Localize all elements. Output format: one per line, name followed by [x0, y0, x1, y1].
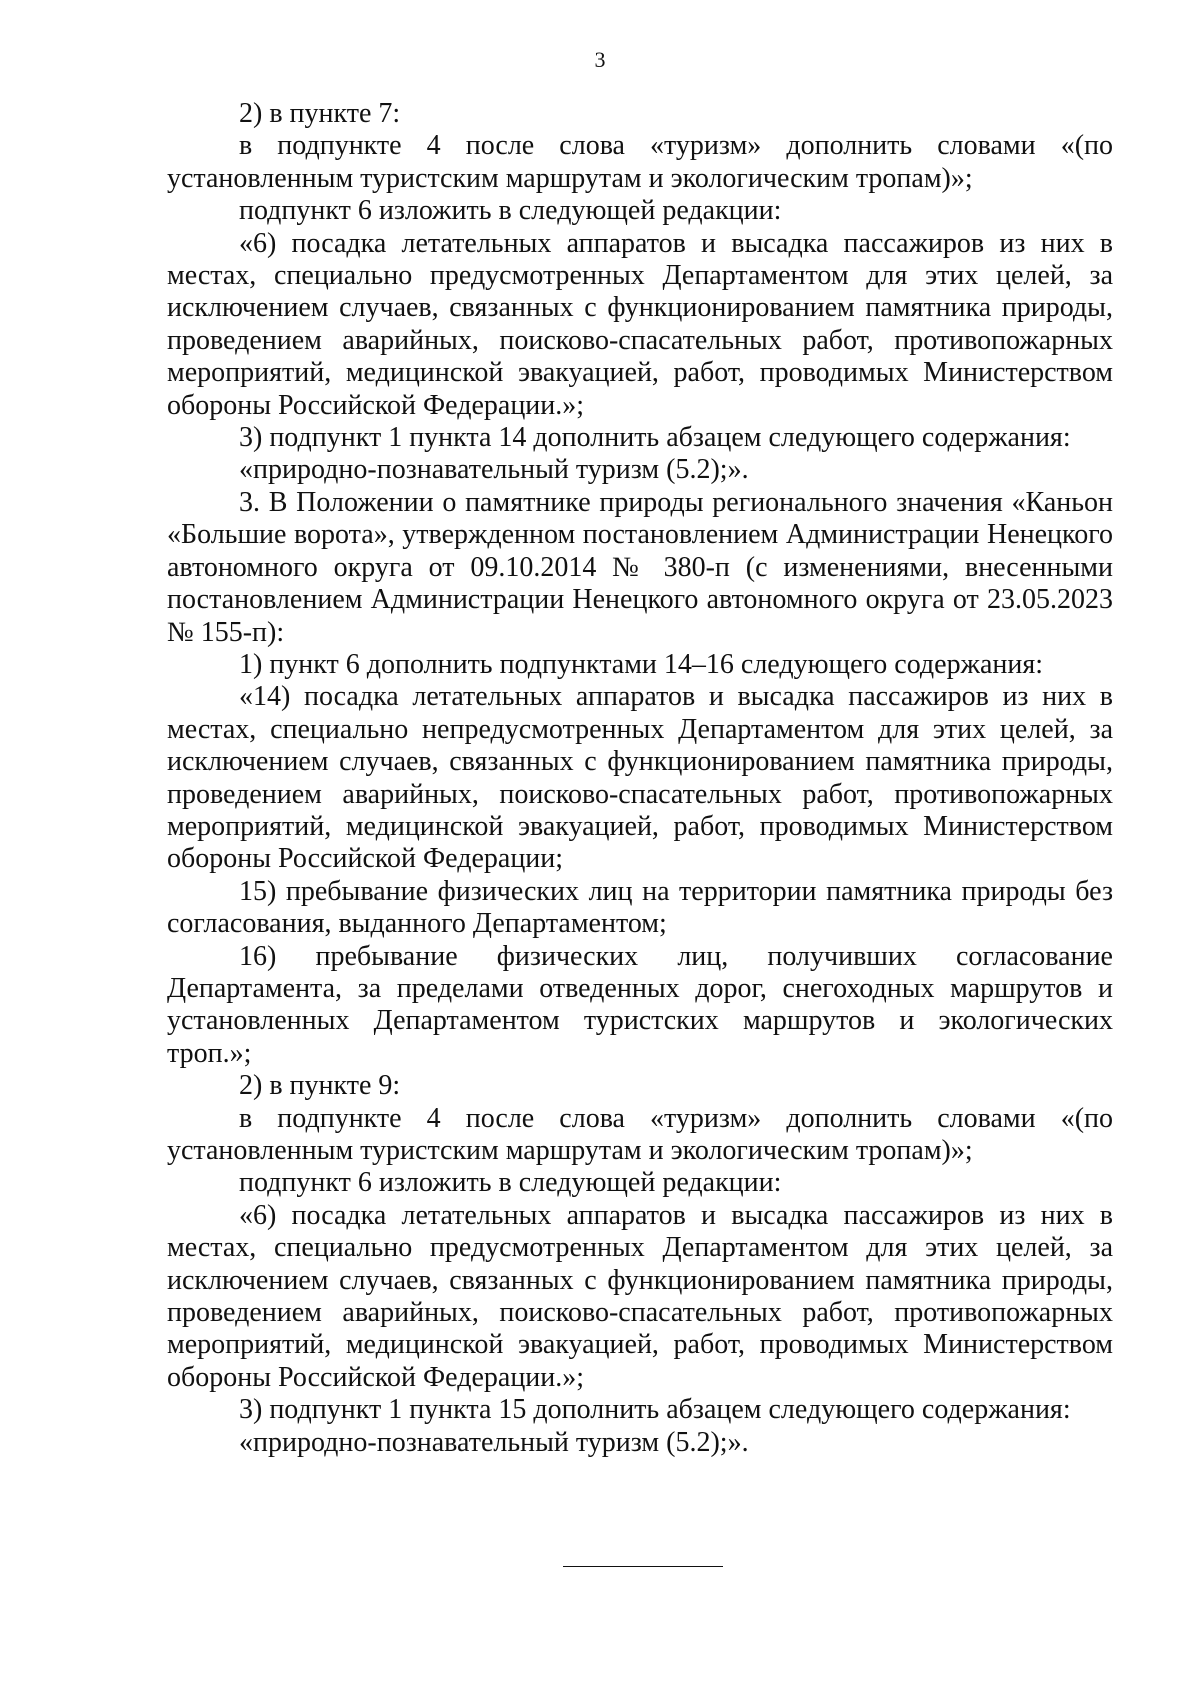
document-body	[167, 98, 1113, 1459]
paragraph: 3) подпункт 1 пункта 15 дополнить абзацем следующего содержания:	[239, 1394, 1071, 1426]
page-number: 3	[594, 47, 606, 72]
paragraph: 15) пребывание физических лиц на территории памятника природы без согласования, выданного Департаментом;	[167, 875, 1113, 940]
paragraph: «природно-познавательный туризм (5.2);».	[239, 1426, 749, 1458]
paragraph: «6) посадка летательных аппаратов и высадка пассажиров из них в местах, специально предусмотренных Департаментом для этих целей, за исключением случаев, связанных с функционированием памятника природы, проведением аварийных, поисково-спасательных работ, противопожарных мероприятий, медицинской эвакуацией, работ, проводимых Министерством обороны Российской Федерации.»;	[167, 1199, 1113, 1393]
paragraph: в подпункте 4 после слова «туризм» дополнить словами «(по установленным туристским маршрутам и экологическим тропам)»;	[167, 130, 1113, 194]
paragraph: «14) посадка летательных аппаратов и высадка пассажиров из них в местах, специально непредусмотренных Департаментом для этих целей, за исключением случаев, связанных с функционированием памятника природы, проведением аварийных, поисково-спасательных работ, противопожарных мероприятий, медицинской эвакуацией, работ, проводимых Министерством обороны Российской Федерации;	[167, 681, 1113, 875]
end-of-document-rule	[563, 1566, 723, 1567]
paragraph: подпункт 6 изложить в следующей редакции:	[239, 1167, 782, 1199]
paragraph: «6) посадка летательных аппаратов и высадка пассажиров из них в местах, специально предусмотренных Департаментом для этих целей, за исключением случаев, связанных с функционированием памятника природы, проведением аварийных, поисково-спасательных работ, противопожарных мероприятий, медицинской эвакуацией, работ, проводимых Министерством обороны Российской Федерации.»;	[167, 227, 1113, 421]
paragraph: в подпункте 4 после слова «туризм» дополнить словами «(по установленным туристским маршрутам и экологическим тропам)»;	[167, 1102, 1113, 1166]
paragraph: подпункт 6 изложить в следующей редакции:	[239, 195, 782, 227]
paragraph: 2) в пункте 7:	[239, 98, 401, 129]
paragraph: 1) пункт 6 дополнить подпунктами 14–16 следующего содержания:	[239, 648, 1044, 680]
paragraph: 3. В Положении о памятнике природы регионального значения «Каньон «Большие ворота», утвержденном постановлением Администрации Ненецкого автономного округа от 09.10.2014 № 380-п (с изменениями, внесенными постановлением Администрации Ненецкого автономного округа от 23.05.2023 № 155-п):	[167, 486, 1113, 648]
paragraph: 16) пребывание физических лиц, получивших согласование Департамента, за пределами отведенных дорог, снегоходных маршрутов и установленных Департаментом туристских маршрутов и экологических троп.»;	[167, 940, 1113, 1069]
paragraph: 3) подпункт 1 пункта 14 дополнить абзацем следующего содержания:	[239, 422, 1071, 454]
paragraph: «природно-познавательный туризм (5.2);».	[239, 454, 749, 486]
paragraph: 2) в пункте 9:	[239, 1070, 401, 1102]
